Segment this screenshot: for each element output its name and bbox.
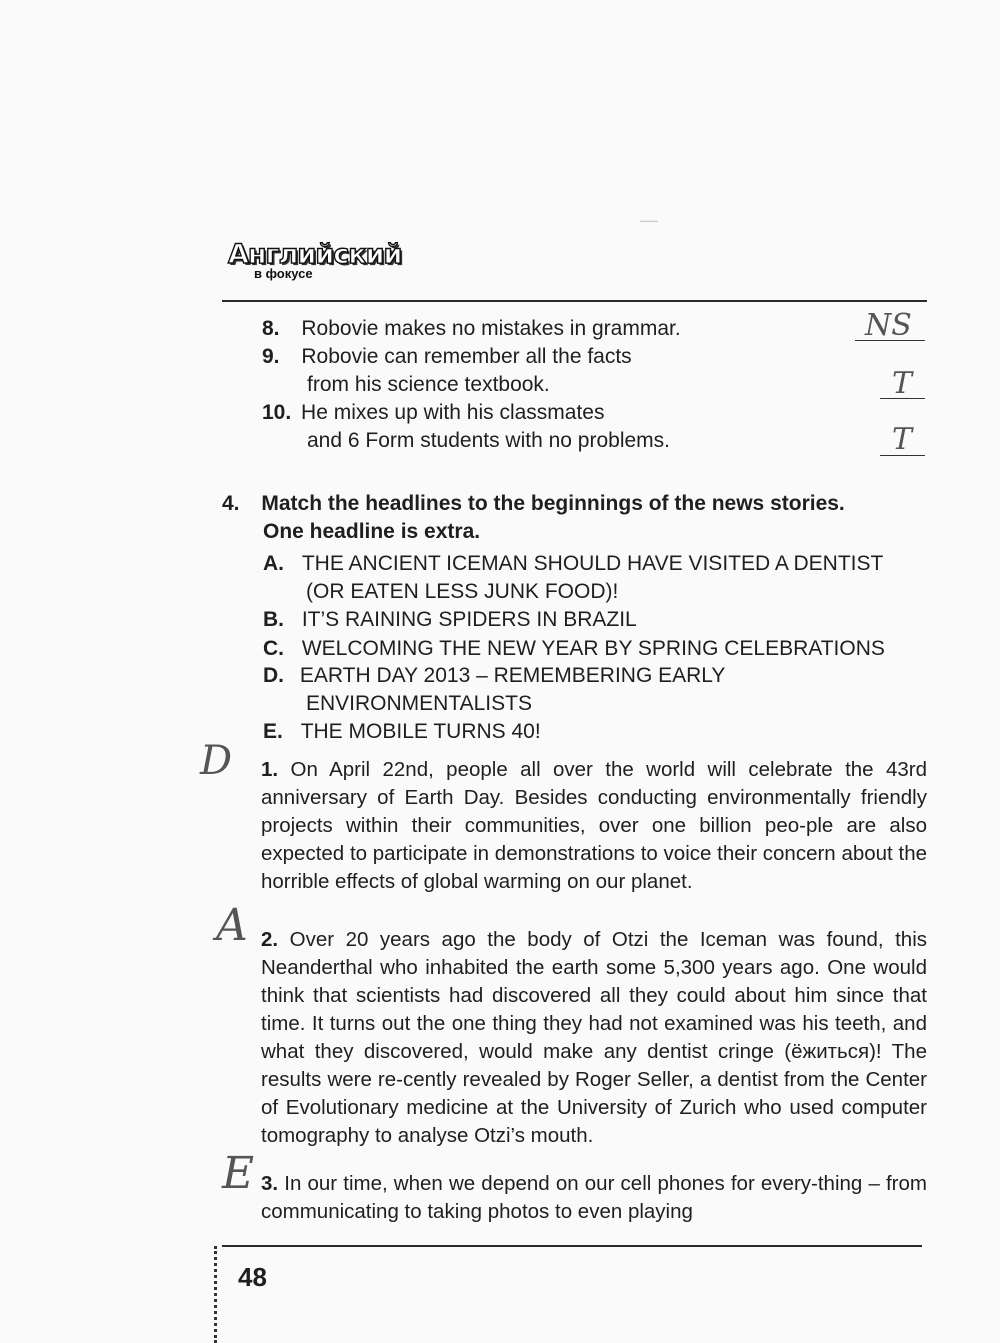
handwritten-answer: NS	[865, 308, 912, 343]
instruction-line-1: Match the headlines to the beginnings of the news stories.	[261, 492, 845, 515]
story-1	[261, 756, 927, 896]
item-number: 10.	[262, 401, 292, 424]
footer-rule	[222, 1245, 922, 1247]
handwritten-answer: E	[222, 1148, 255, 1199]
page-number: 48	[238, 1262, 267, 1292]
headline-text: EARTH DAY 2013 – REMEMBERING EARLY	[299, 664, 726, 687]
story-text: In our time, when we depend on our cell phones for every-thing – from communicating to taking photos to even playing	[261, 1172, 927, 1223]
item-text: from his science textbook.	[307, 373, 550, 396]
story-2	[261, 926, 927, 1150]
story-text: Over 20 years ago the body of Otzi the Iceman was found, this Neanderthal who inhabited the earth some 5,300 years ago. One would think that scientists had discovered all they could about him since that time. It turns out the one thing they had not examined was his teeth, and what they discovered, would make any dentist cringe (ёжиться)! The results were re-cently revealed by Roger Seller, a dentist from the Center of Evolutionary medicine at the University of Zurich who used computer tomography to analyse Otzi’s mouth.	[261, 928, 927, 1147]
item-text: and 6 Form students with no problems.	[307, 429, 671, 452]
headline-text: THE MOBILE TURNS 40!	[300, 720, 541, 743]
item-text: He mixes up with his classmates	[301, 401, 605, 424]
story-number: 1.	[261, 758, 279, 781]
header-rule	[222, 300, 927, 302]
handwritten-answer: T	[892, 366, 913, 401]
headline-text: THE ANCIENT ICEMAN SHOULD HAVE VISITED A DENTIST	[301, 552, 884, 575]
headline-text: ENVIRONMENTALISTS	[306, 692, 532, 715]
story-number: 3.	[261, 1172, 279, 1195]
headline-letter: A.	[263, 552, 284, 575]
book-logo	[228, 240, 401, 281]
task-instruction	[222, 492, 845, 516]
item-number: 8.	[262, 317, 280, 340]
story-number: 2.	[261, 928, 279, 951]
handwritten-answer: T	[892, 422, 913, 457]
headline-letter: C.	[263, 637, 284, 660]
bleed-through: —	[640, 210, 658, 230]
headline-letter: D.	[263, 664, 284, 687]
logo-title: Английский	[228, 239, 402, 270]
story-text: On April 22nd, people all over the world will celebrate the 43rd anniversary of Earth Day. Besides conducting environmentally friendly projects within their communities, over one billion peo-ple are also expected to participate in demonstrations to voice their concern about the horrible effects of global warming on our planet.	[261, 758, 927, 893]
logo-subtitle: в фокусе	[254, 266, 313, 281]
item-number: 9.	[262, 345, 280, 368]
headline-text: IT’S RAINING SPIDERS IN BRAZIL	[301, 608, 637, 631]
headline-text: (OR EATEN LESS JUNK FOOD)!	[306, 580, 619, 603]
story-3	[261, 1170, 927, 1226]
item-text: Robovie can remember all the facts	[301, 345, 632, 368]
item-text: Robovie makes no mistakes in grammar.	[301, 317, 681, 340]
instruction-line-2: One headline is extra.	[263, 520, 481, 543]
headline-letter: E.	[263, 720, 283, 743]
handwritten-answer: A	[216, 900, 248, 951]
margin-dotted-line	[214, 1246, 217, 1343]
handwritten-answer: D	[200, 738, 233, 784]
headline-letter: B.	[263, 608, 284, 631]
task-number: 4.	[222, 492, 240, 515]
headline-text: WELCOMING THE NEW YEAR BY SPRING CELEBRATIONS	[301, 637, 885, 660]
